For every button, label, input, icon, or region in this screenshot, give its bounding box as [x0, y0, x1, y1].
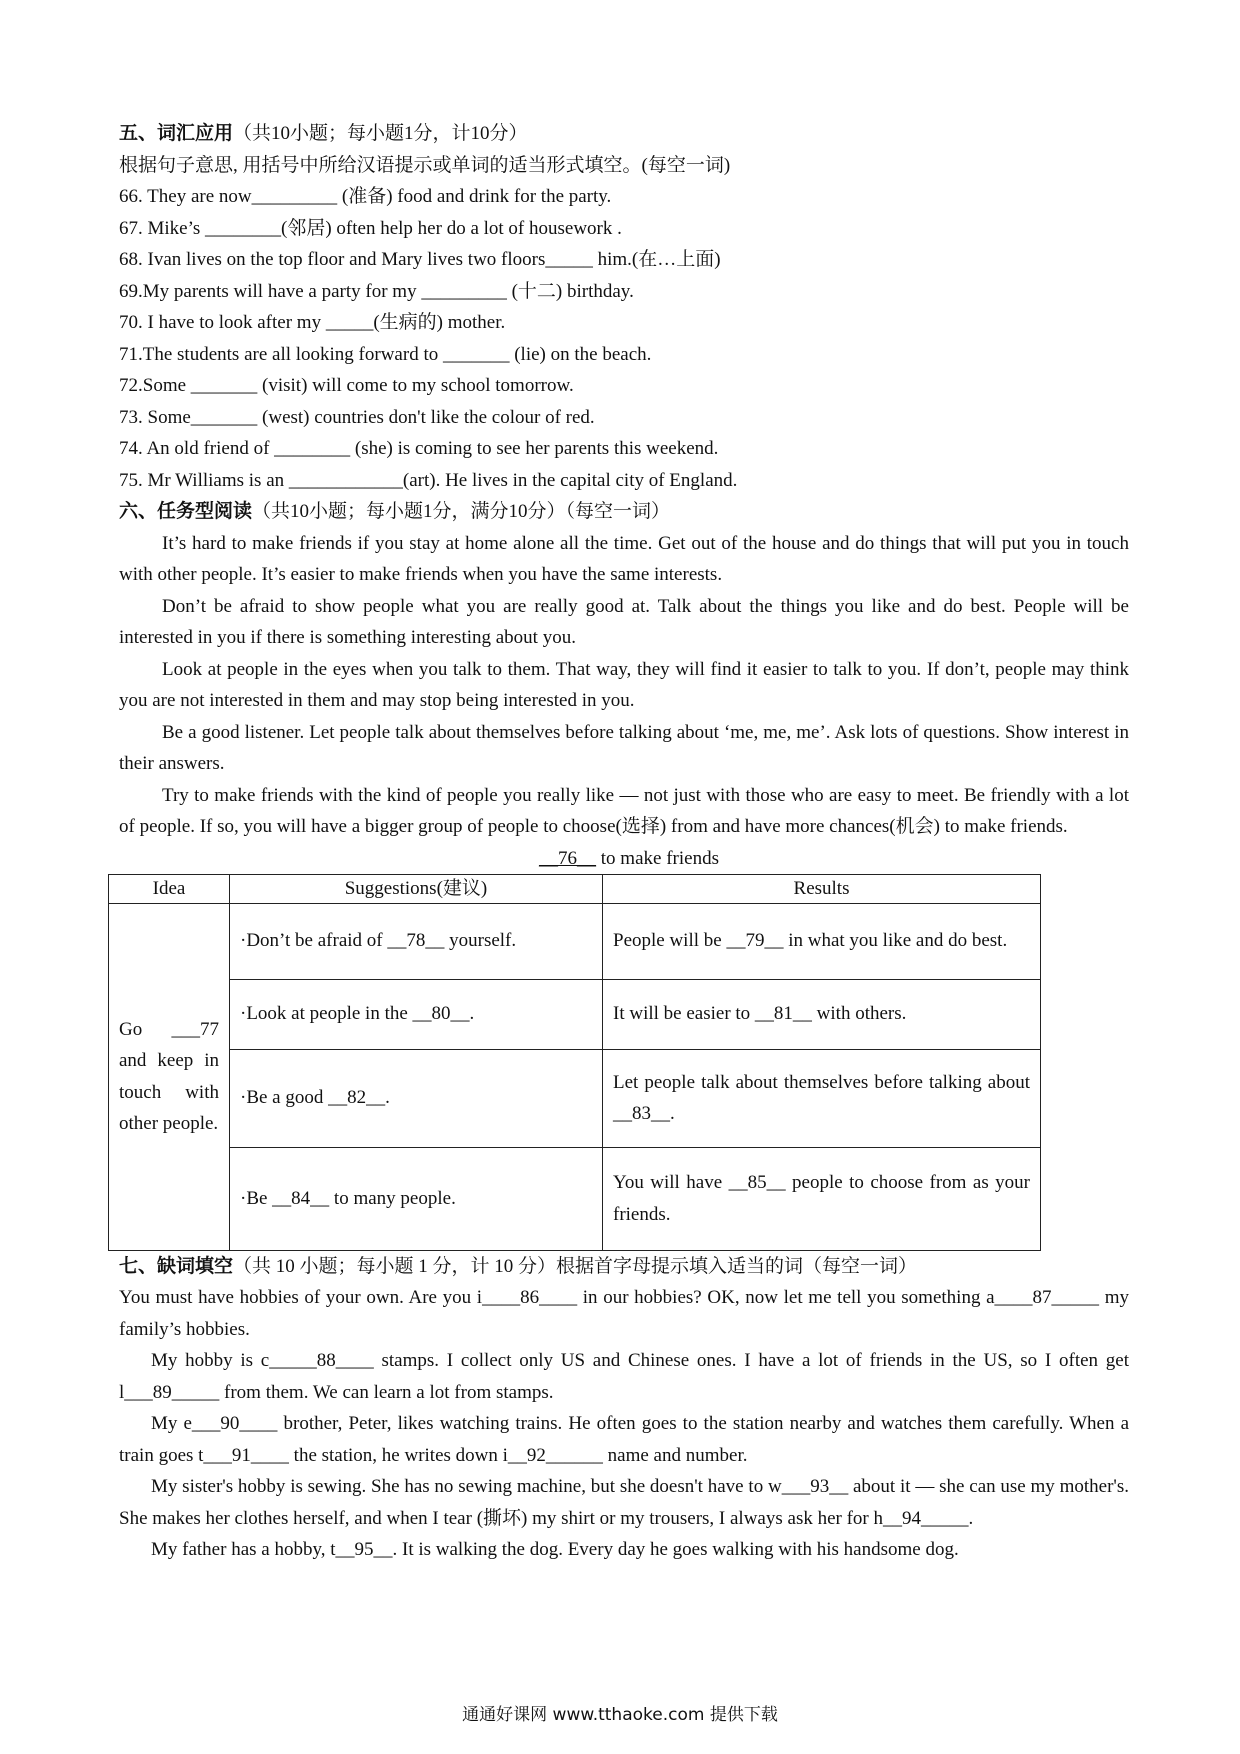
- page-content: [119, 118, 1129, 1566]
- table-row: [109, 1049, 1041, 1147]
- task-reading-table: [108, 874, 1041, 1251]
- section7-subtitle: （共 10 小题；每小题 1 分，计 10 分）根据首字母提示填入适当的词（每空一词）: [233, 1255, 918, 1277]
- cloze-paragraph-1: You must have hobbies of your own. Are you i____86____ in our hobbies? OK, now let me tell you something a____87_____ my family’s hobbies.: [119, 1287, 1129, 1340]
- table-row: [109, 903, 1041, 979]
- section6-title: 六、任务型阅读: [119, 501, 253, 522]
- suggestion-cell: ·Be a good __82__.: [230, 1049, 603, 1147]
- result-cell: People will be __79__ in what you like and do best.: [603, 903, 1041, 979]
- reading-paragraph-3: Look at people in the eyes when you talk to them. That way, they will find it easier to talk to you. If don’t, people may think you are not interested in them and may stop being interested in you.: [119, 658, 1129, 711]
- section7-heading: [119, 1251, 1129, 1283]
- question-73: 73. Some_______ (west) countries don't like the colour of red.: [119, 406, 595, 428]
- blank-76: __76__: [539, 847, 597, 869]
- cloze-paragraph-4: My sister's hobby is sewing. She has no sewing machine, but she doesn't have to w___93__ about it — she can use my mother's. She makes her clothes herself, and when I tear (撕坏) my shirt or my trousers, I always ask her for h__94_____.: [119, 1476, 1129, 1529]
- table-row: [109, 979, 1041, 1049]
- reading-paragraph-1: It’s hard to make friends if you stay at home alone all the time. Get out of the house and do things that will put you in touch with other people. It’s easier to make friends when you have the same interests.: [119, 532, 1129, 585]
- suggestion-cell: ·Look at people in the __80__.: [230, 979, 603, 1049]
- table-caption-text: to make friends: [596, 847, 719, 869]
- question-70: 70. I have to look after my _____(生病的) mother.: [119, 312, 506, 333]
- reading-paragraph-5: Try to make friends with the kind of people you really like — not just with those who are easy to meet. Be friendly with a lot of people. If so, you will have a bigger group of people to choose(选择) from and have more chances(机会) to make friends.: [119, 784, 1129, 837]
- result-cell: Let people talk about themselves before talking about __83__.: [603, 1049, 1041, 1147]
- header-results: Results: [603, 874, 1041, 903]
- section5-title: 五、词汇应用: [119, 123, 234, 144]
- reading-paragraph-2: Don’t be afraid to show people what you are really good at. Talk about the things you like and do best. People will be interested in you if there is something interesting about you.: [119, 595, 1129, 648]
- question-67: 67. Mike’s ________(邻居) often help her do a lot of housework .: [119, 217, 622, 239]
- section5-heading: [119, 118, 1129, 150]
- cloze-paragraph-2: My hobby is c_____88____ stamps. I collect only US and Chinese ones. I have a lot of friends in the US, so I often get l___89_____ from them. We can learn a lot from stamps.: [119, 1350, 1129, 1403]
- page-footer: 通通好课网 www.tthaoke.com 提供下载: [462, 1705, 778, 1725]
- header-idea: Idea: [109, 874, 230, 903]
- header-suggestions: Suggestions(建议): [230, 874, 603, 903]
- question-71: 71.The students are all looking forward to _______ (lie) on the beach.: [119, 343, 652, 365]
- question-75: 75. Mr Williams is an ____________(art). He lives in the capital city of England.: [119, 469, 738, 491]
- cloze-paragraph-3: My e___90____ brother, Peter, likes watching trains. He often goes to the station nearby and watches them carefully. When a train goes t___91____ the station, he writes down i__92______ name and number.: [119, 1413, 1129, 1466]
- cloze-paragraph-5: My father has a hobby, t__95__. It is walking the dog. Every day he goes walking with his handsome dog.: [151, 1539, 959, 1560]
- result-cell: You will have __85__ people to choose from as your friends.: [603, 1147, 1041, 1250]
- suggestion-cell: ·Don’t be afraid of __78__ yourself.: [230, 903, 603, 979]
- question-68: 68. Ivan lives on the top floor and Mary lives two floors_____ him.(在…上面): [119, 249, 721, 270]
- section6-subtitle: （共10小题；每小题1分，满分10分）（每空一词）: [252, 501, 671, 522]
- section5-instruction: 根据句子意思, 用括号中所给汉语提示或单词的适当形式填空。(每空一词): [119, 154, 731, 176]
- table-caption: [129, 843, 1129, 874]
- reading-paragraph-4: Be a good listener. Let people talk about themselves before talking about ‘me, me, me’. Ask lots of questions. Show interest in their answers.: [119, 721, 1129, 774]
- question-74: 74. An old friend of ________ (she) is coming to see her parents this weekend.: [119, 438, 719, 459]
- result-cell: It will be easier to __81__ with others.: [603, 979, 1041, 1049]
- section5-subtitle: （共10小题；每小题1分，计10分）: [233, 123, 528, 144]
- question-66: 66. They are now_________ (准备) food and drink for the party.: [119, 186, 612, 207]
- question-69: 69.My parents will have a party for my _________ (十二) birthday.: [119, 280, 634, 302]
- section6-heading: [119, 496, 1129, 528]
- suggestion-cell: ·Be __84__ to many people.: [230, 1147, 603, 1250]
- table-row: [109, 1147, 1041, 1250]
- section7-title: 七、缺词填空: [119, 1255, 234, 1277]
- table-header-row: [109, 874, 1041, 903]
- question-72: 72.Some _______ (visit) will come to my school tomorrow.: [119, 375, 574, 396]
- idea-cell: Go ___77 and keep in touch with other people.: [109, 903, 230, 1250]
